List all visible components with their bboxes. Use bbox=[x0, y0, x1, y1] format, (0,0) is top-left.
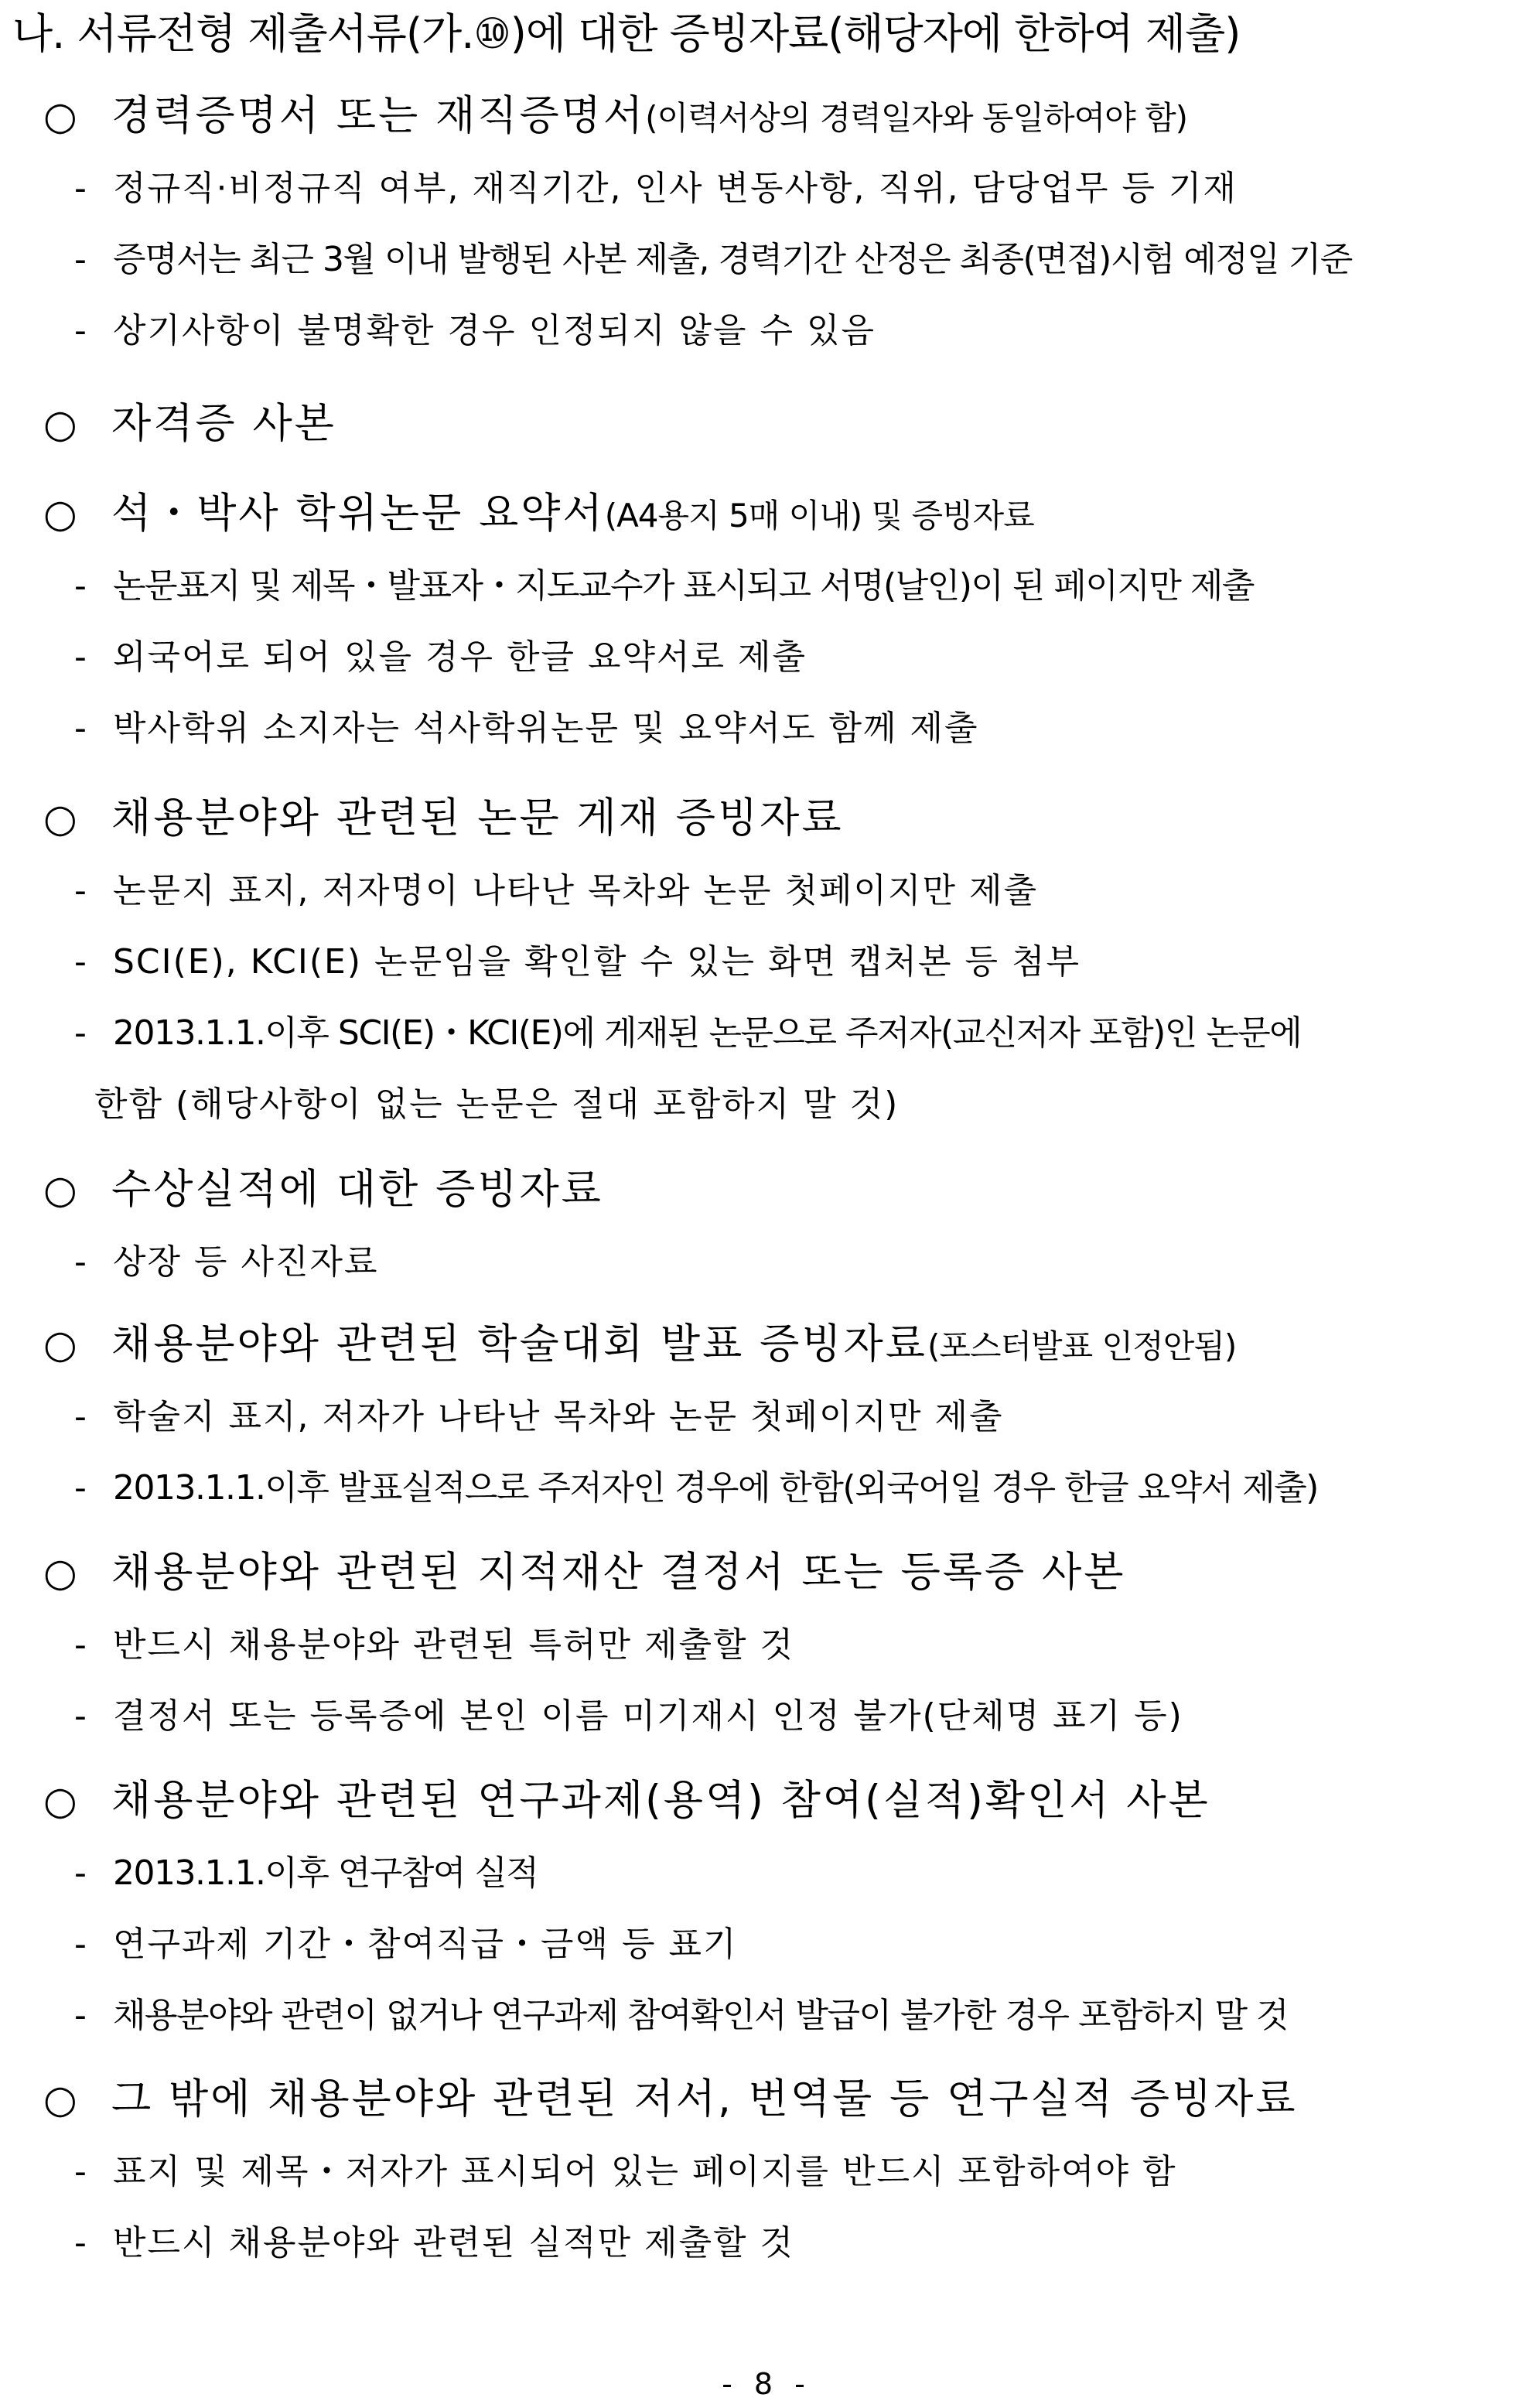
list-item-text: SCI(E), KCI(E) 논문임을 확인할 수 있는 화면 캡처본 등 첨부 bbox=[113, 942, 1081, 982]
dash-marker: - bbox=[74, 169, 88, 208]
list-item-text: 2013.1.1.이후 발표실적으로 주저자인 경우에 한함(외국어일 경우 한글 요약서 제출) bbox=[113, 1468, 1318, 1508]
circle-bullet-icon: ○ bbox=[43, 796, 77, 841]
list-item bbox=[43, 2136, 1518, 2208]
dash-marker: - bbox=[74, 1853, 86, 1893]
circle-bullet-icon: ○ bbox=[43, 1322, 77, 1367]
dash-marker: - bbox=[74, 1696, 88, 1736]
circle-bullet-icon: ○ bbox=[43, 491, 77, 536]
section-research-project bbox=[43, 1764, 1518, 2051]
list-item bbox=[43, 998, 1518, 1069]
list-item-text: 반드시 채용분야와 관련된 특허만 제출할 것 bbox=[113, 1625, 795, 1665]
dash-marker: - bbox=[74, 311, 88, 350]
dash-marker: - bbox=[74, 1397, 88, 1436]
dash-marker: - bbox=[74, 566, 86, 606]
list-item bbox=[43, 622, 1518, 693]
section-heading bbox=[43, 387, 1518, 461]
list-item-text: 한함 (해당사항이 없는 논문은 절대 포함하지 말 것) bbox=[94, 1084, 900, 1124]
list-item bbox=[43, 856, 1518, 927]
heading-text: 경력증명서 또는 재직증명서 bbox=[111, 92, 646, 139]
heading-text: 수상실적에 대한 증빙자료 bbox=[111, 1166, 603, 1213]
dash-marker: - bbox=[74, 637, 88, 677]
dash-marker: - bbox=[74, 871, 88, 910]
list-item-text: 2013.1.1.이후 SCI(E)・KCI(E)에 게재된 논문으로 주저자(교신저자 포함)인 논문에 bbox=[113, 1013, 1302, 1053]
list-item bbox=[43, 551, 1518, 622]
heading-note: (포스터발표 인정안됨) bbox=[927, 1327, 1237, 1365]
heading-text: 채용분야와 관련된 논문 게재 증빙자료 bbox=[111, 794, 844, 842]
circle-bullet-icon: ○ bbox=[43, 1778, 77, 1823]
list-item-text: 외국어로 되어 있을 경우 한글 요약서로 제출 bbox=[113, 637, 807, 677]
list-item-text: 논문지 표지, 저자명이 나타난 목차와 논문 첫페이지만 제출 bbox=[113, 871, 1038, 910]
circle-bullet-icon: ○ bbox=[43, 2077, 77, 2122]
dash-marker: - bbox=[74, 942, 88, 982]
section-intellectual-property bbox=[43, 1535, 1518, 1752]
list-item bbox=[43, 295, 1518, 367]
list-item bbox=[43, 1610, 1518, 1681]
section-license-copy bbox=[43, 387, 1518, 461]
list-item bbox=[43, 1980, 1518, 2051]
list-item-text: 상장 등 사진자료 bbox=[113, 1242, 379, 1282]
section-heading bbox=[43, 79, 1518, 153]
section-heading bbox=[43, 1153, 1518, 1227]
dash-marker: - bbox=[74, 1468, 86, 1508]
list-item bbox=[43, 693, 1518, 764]
section-award-evidence bbox=[43, 1153, 1518, 1298]
heading-text: 채용분야와 관련된 연구과제(용역) 참여(실적)확인서 사본 bbox=[111, 1777, 1210, 1824]
heading-text: 채용분야와 관련된 지적재산 결정서 또는 등록증 사본 bbox=[111, 1549, 1126, 1596]
section-paper-publication bbox=[43, 781, 1518, 1140]
section-heading bbox=[43, 781, 1518, 856]
circle-bullet-icon: ○ bbox=[43, 1550, 77, 1595]
circle-bullet-icon: ○ bbox=[43, 1167, 77, 1212]
list-item-text: 정규직·비정규직 여부, 재직기간, 인사 변동사항, 직위, 담당업무 등 기재 bbox=[113, 169, 1238, 208]
list-item-text: 연구과제 기간・참여직급・금액 등 표기 bbox=[113, 1925, 738, 1964]
list-item-text: 상기사항이 불명확한 경우 인정되지 않을 수 있음 bbox=[113, 311, 876, 350]
list-item-text: 논문표지 및 제목・발표자・지도교수가 표시되고 서명(날인)이 된 페이지만 제출 bbox=[113, 566, 1254, 606]
dash-marker: - bbox=[74, 240, 86, 279]
list-item-text: 학술지 표지, 저자가 나타난 목차와 논문 첫페이지만 제출 bbox=[113, 1397, 1004, 1436]
heading-note: (A4용지 5매 이내) 및 증빙자료 bbox=[604, 497, 1034, 535]
list-item-text: 결정서 또는 등록증에 본인 이름 미기재시 인정 불가(단체명 표기 등) bbox=[113, 1696, 1183, 1736]
list-item-text: 채용분야와 관련이 없거나 연구과제 참여확인서 발급이 불가한 경우 포함하지 말 것 bbox=[113, 1996, 1288, 2035]
list-item bbox=[43, 927, 1518, 998]
dash-marker: - bbox=[74, 2223, 88, 2263]
dash-marker: - bbox=[74, 1925, 88, 1964]
list-item-text: 표지 및 제목・저자가 표시되어 있는 페이지를 반드시 포함하여야 함 bbox=[113, 2152, 1177, 2191]
list-item bbox=[43, 1909, 1518, 1980]
list-item bbox=[43, 2208, 1518, 2279]
dash-marker: - bbox=[74, 2152, 88, 2191]
section-heading bbox=[43, 1535, 1518, 1610]
dash-marker: - bbox=[74, 709, 88, 748]
dash-marker: - bbox=[74, 1625, 88, 1665]
heading-text: 채용분야와 관련된 학술대회 발표 증빙자료 bbox=[111, 1320, 927, 1368]
heading-text: 그 밖에 채용분야와 관련된 저서, 번역물 등 연구실적 증빙자료 bbox=[111, 2075, 1298, 2123]
list-item bbox=[43, 1453, 1518, 1524]
list-item bbox=[43, 224, 1518, 295]
section-heading bbox=[43, 1764, 1518, 1838]
section-heading bbox=[43, 476, 1518, 551]
list-item-text: 박사학위 소지자는 석사학위논문 및 요약서도 함께 제출 bbox=[113, 709, 979, 748]
heading-text: 석・박사 학위논문 요약서 bbox=[111, 490, 605, 537]
heading-text: 자격증 사본 bbox=[111, 400, 336, 447]
section-career-certificate bbox=[43, 79, 1518, 367]
list-item-text: 반드시 채용분야와 관련된 실적만 제출할 것 bbox=[113, 2223, 795, 2263]
list-item bbox=[43, 1382, 1518, 1453]
list-item bbox=[43, 1227, 1518, 1298]
section-conference-presentation bbox=[43, 1307, 1518, 1524]
section-thesis-summary bbox=[43, 476, 1518, 764]
circle-bullet-icon: ○ bbox=[43, 401, 77, 446]
list-item-text: 2013.1.1.이후 연구참여 실적 bbox=[113, 1853, 538, 1893]
section-heading bbox=[43, 1307, 1518, 1382]
section-title: 나. 서류전형 제출서류(가.⑩)에 대한 증빙자료(해당자에 한하여 제출) bbox=[12, 9, 1241, 58]
list-item bbox=[43, 153, 1518, 224]
list-item-text: 증명서는 최근 3월 이내 발행된 사본 제출, 경력기간 산정은 최종(면접)시험 예정일 기준 bbox=[113, 240, 1352, 279]
dash-marker: - bbox=[74, 1013, 86, 1053]
list-item-continuation bbox=[43, 1069, 1518, 1140]
dash-marker: - bbox=[74, 1996, 86, 2035]
circle-bullet-icon: ○ bbox=[43, 94, 77, 138]
list-item bbox=[43, 1681, 1518, 1752]
section-other-research-output bbox=[43, 2062, 1518, 2279]
section-heading bbox=[43, 2062, 1518, 2136]
heading-note: (이력서상의 경력일자와 동일하여야 함) bbox=[645, 99, 1188, 137]
dash-marker: - bbox=[74, 1242, 88, 1282]
page-number: - 8 - bbox=[722, 2367, 811, 2401]
list-item bbox=[43, 1838, 1518, 1909]
